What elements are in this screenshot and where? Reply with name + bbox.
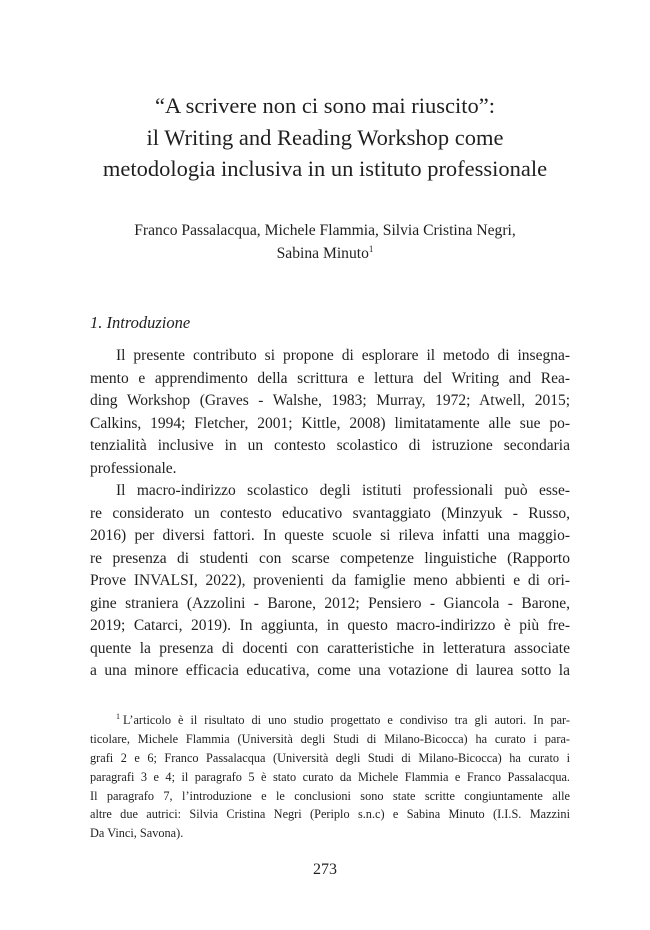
footnote-line: altre due autrici: Silvia Cristina Negri (Periplo s.n.c) e Sabina Minuto (I.I.S. Mazzini (90, 807, 570, 822)
authors-line-2 (70, 242, 580, 265)
title-line: metodologia inclusiva in un istituto professionale (102, 156, 548, 181)
footnote-marker: 1 (116, 711, 120, 721)
title-line: il Writing and Reading Workshop come (146, 124, 504, 150)
footnote-line: Il paragrafo 7, l’introduzione e le conclusioni sono state scritte congiuntamente alle (90, 788, 570, 803)
body-line: gine straniera (Azzolini - Barone, 2012; Pensiero - Giancola - Barone, (90, 594, 570, 612)
body-line: ding Workshop (Graves - Walshe, 1983; Murray, 1972; Atwell, 2015; (90, 392, 570, 409)
author-name: Sabina Minuto (276, 245, 369, 262)
title-line: “A scrivere non ci sono mai riuscito”: (155, 93, 495, 118)
footnote-line: Da Vinci, Savona). (90, 826, 184, 841)
paper-title (80, 90, 570, 185)
section-heading: 1. Introduzione (90, 313, 191, 332)
author-list (70, 219, 580, 265)
footnote-line: grafi 2 e 6; Franco Passalacqua (Università degli Studi di Milano-Bicocca) ha curato i (90, 750, 570, 765)
body-line: tenzialità inclusive in un contesto scolastico di istruzione secondaria (90, 437, 570, 454)
page-number: 273 (313, 861, 337, 878)
body-line: mento e apprendimento della scrittura e lettura del Writing and Rea- (90, 369, 570, 387)
body-line: Il macro-indirizzo scolastico degli istituti professionali può esse- (116, 482, 570, 499)
body-line: Prove INVALSI, 2022), provenienti da famiglie meno abbienti e di ori- (90, 572, 570, 589)
footnote-reference[interactable]: 1 (368, 243, 374, 254)
body-line: professionale. (90, 459, 177, 477)
body-line: Calkins, 1994; Fletcher, 2001; Kittle, 2008) limitatamente alle sue po- (90, 414, 570, 432)
footnote-line (90, 711, 570, 730)
footnote-line: ticolare, Michele Flammia (Università degli Studi di Milano-Bicocca) ha curato i para- (90, 731, 570, 746)
footnote-line: paragrafi 3 e 4; il paragrafo 5 è stato curato da Michele Flammia e Franco Passalacqua. (90, 769, 570, 784)
body-line: quente la presenza di docenti con caratteristiche in letteratura associate (90, 639, 570, 657)
body-text (90, 345, 570, 683)
body-line: re considerato un contesto educativo svantaggiato (Minzyuk - Russo, (90, 504, 570, 522)
body-line: re presenza di studenti con scarse competenze linguistiche (Rapporto (90, 549, 570, 567)
body-line: 2016) per diversi fattori. In queste scuole si rileva infatti una maggio- (90, 527, 570, 544)
body-line: 2019; Catarci, 2019). In aggiunta, in questo macro-indirizzo è più fre- (90, 617, 570, 634)
body-line: a una minore efficacia educativa, come una votazione di laurea sotto la (90, 662, 570, 679)
body-line: Il presente contributo si propone di esplorare il metodo di insegna- (116, 347, 570, 364)
footnote-line-text: L’articolo è il risultato di uno studio progettato e condiviso tra gli autori. In par- (123, 713, 570, 727)
footnote (90, 711, 570, 843)
authors-line: Franco Passalacqua, Michele Flammia, Silvia Cristina Negri, (134, 222, 516, 239)
